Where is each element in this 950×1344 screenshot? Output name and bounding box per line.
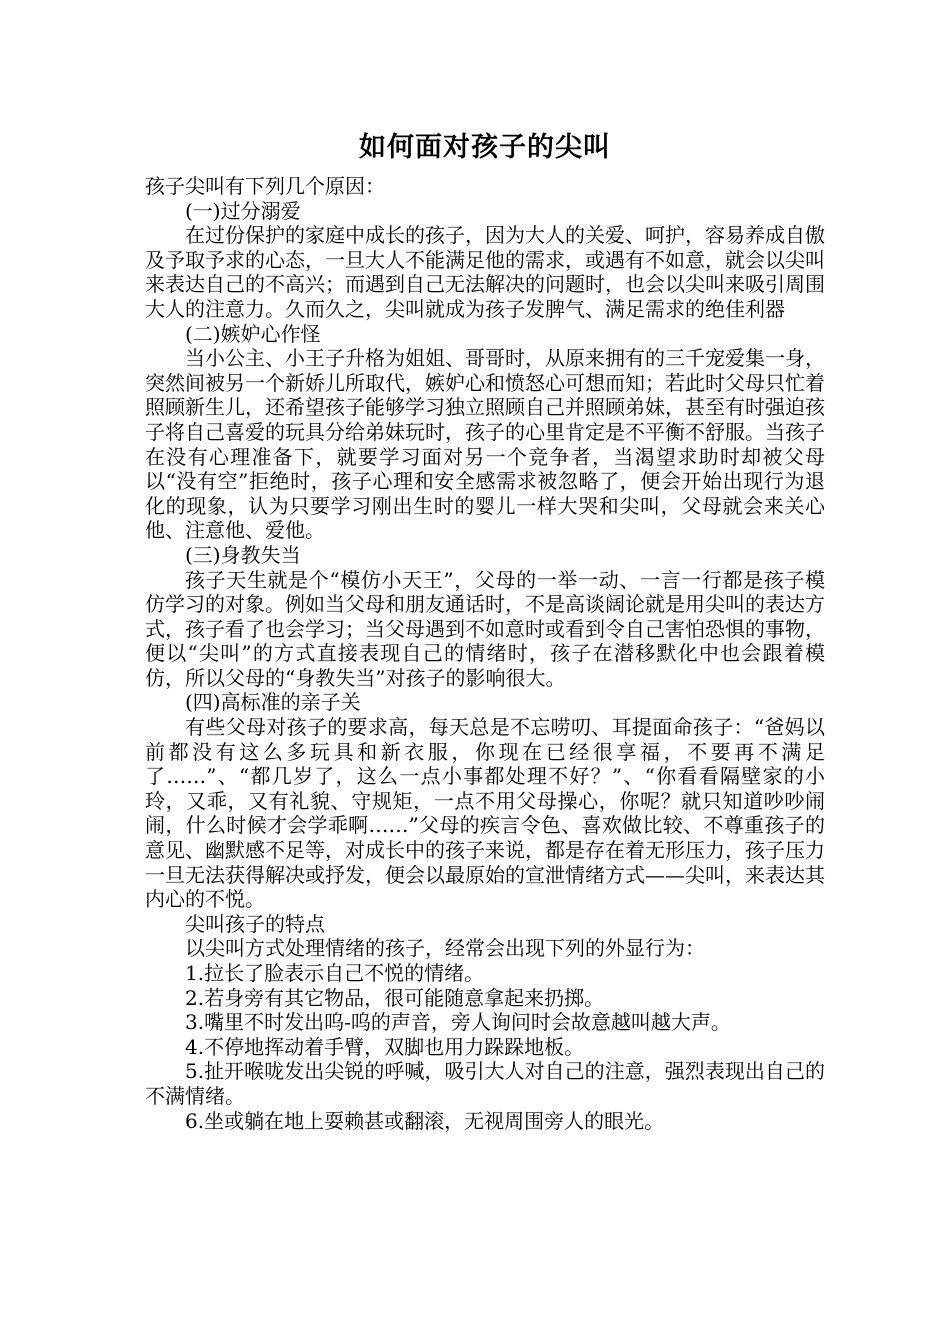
list-item: 1.拉长了脸表示自己不悦的情绪。 [185,961,485,985]
document-page [145,128,825,1133]
intro-paragraph: 孩子尖叫有下列几个原因： [145,174,385,198]
list-item: 6.坐或躺在地上耍赖甚或翻滚，无视周围旁人的眼光。 [185,1108,665,1133]
section-body: 有些父母对孩子的要求高，每天总是不忘唠叨、耳提面命孩子：“爸妈以前都没有这么多玩具和新衣服，你现在已经很享福，不要再不满足了……”、“都几岁了，这么一点小事都处理不好？”、“你看看隔壁家的小玲，又乖，又有礼貌、守规矩，一点不用父母操心，你呢？就只知道吵吵闹闹，什么时候才会学乖啊……”父母的疾言令色、喜欢做比较、不尊重孩子的意见、幽默感不足等，对成长中的孩子来说，都是存在着无形压力，孩子压力一旦无法获得解决或抒发，便会以最原始的宣泄情绪方式——尖叫，来表达其内心的不悦。 [145,715,825,912]
section-heading: (一)过分溺爱 [185,198,301,223]
section-body: 在过份保护的家庭中成长的孩子，因为大人的关爱、呵护，容易养成自傲及予取予求的心态，一旦大人不能满足他的需求，或遇有不如意，就会以尖叫来表达自己的不高兴；而遇到自己无法解决的问题时，也会以尖叫来吸引周围大人的注意力。久而久之，尖叫就成为孩子发脾气、满足需求的绝佳利器 [145,223,825,321]
list-item: 2.若身旁有其它物品，很可能随意拿起来扔掷。 [185,985,605,1010]
section-body: 孩子天生就是个“模仿小天王”，父母的一举一动、一言一行都是孩子模仿学习的对象。例如当父母和朋友通话时，不是高谈阔论就是用尖叫的表达方式，孩子看了也会学习；当父母遇到不如意时或看到令自己害怕恐惧的事物，便以“尖叫”的方式直接表现自己的情绪时，孩子在潜移默化中也会跟着模仿，所以父母的“身教失当”对孩子的影响很大。 [145,567,825,690]
document-title: 如何面对孩子的尖叫 [359,132,611,163]
features-intro: 以尖叫方式处理情绪的孩子，经常会出现下列的外显行为： [185,936,705,961]
list-item: 3.嘴里不时发出呜-呜的声音，旁人询问时会故意越叫越大声。 [185,1010,731,1035]
section-heading: (二)嫉妒心作怪 [185,321,321,346]
section-heading: (四)高标准的亲子关 [185,690,361,715]
list-item: 4.不停地挥动着手臂，双脚也用力跺跺地板。 [185,1034,585,1059]
features-heading: 尖叫孩子的特点 [185,911,325,936]
section-body: 当小公主、小王子升格为姐姐、哥哥时，从原来拥有的三千宠爱集一身，突然间被另一个新娇儿所取代，嫉妒心和愤怒心可想而知；若此时父母只忙着照顾新生儿，还希望孩子能够学习独立照顾自己并照顾弟妹，甚至有时强迫孩子将自己喜爱的玩具分给弟妹玩时，孩子的心里肯定是不平衡不舒服。当孩子在没有心理准备下，就要学习面对另一个竞争者，当渴望求助时却被父母以“没有空”拒绝时，孩子心理和安全感需求被忽略了，便会开始出现行为退化的现象，认为只要学习刚出生时的婴儿一样大哭和尖叫，父母就会来关心他、注意他、爱他。 [145,346,825,543]
section-heading: (三)身教失当 [185,542,301,567]
list-item: 5.扯开喉咙发出尖锐的呼喊，吸引大人对自己的注意，强烈表现出自己的不满情绪。 [145,1059,825,1108]
